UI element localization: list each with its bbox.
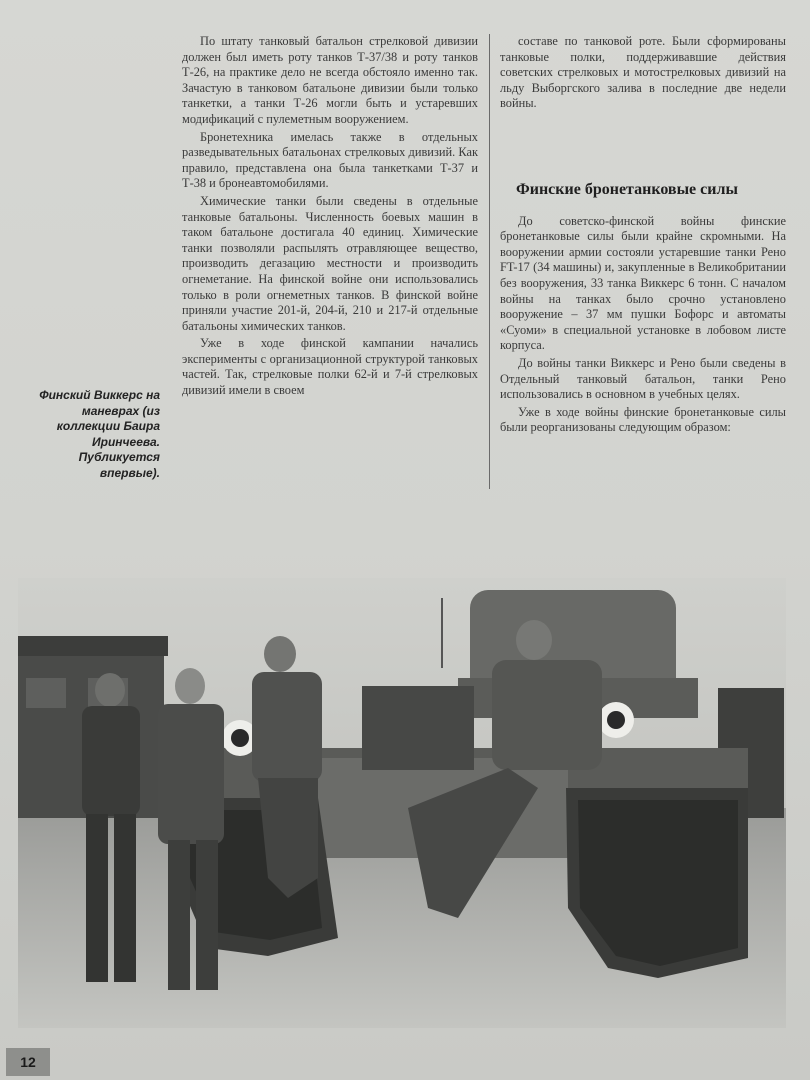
text-column-left bbox=[182, 34, 478, 401]
paragraph: Уже в ходе финской кампании начались эксперименты с организационной структурой танковых частей. Так, стрелковые полки 62-й и 7-й стрелковых дивизий имели в своем bbox=[182, 336, 478, 398]
text-column-right bbox=[500, 34, 786, 438]
column-divider bbox=[489, 34, 490, 489]
paragraph: Химические танки были сведены в отдельные танковые батальоны. Численность боевых машин в таком батальоне достигала 40 единиц. Химические танки позволяли распылять отравляющее вещество, производить дегазацию местности и производить огнеметание. На финской войне они использовались только в роли огнеметных танков. В финской войне приняли участие 201-й, 204-й, 210 и 217-й отдельные батальоны химических танков. bbox=[182, 193, 478, 333]
paragraph: До советско-финской войны финские бронетанковые силы были крайне скромными. На вооружении армии состояли устаревшие танки Рено FT-17 (34 машины) и, закупленные в Великобритании без вооружения, 33 танка Виккерс 6 тонн. С началом войны на танках было срочно установлено вооружение – 37 мм пушки Бофорс и автоматы «Суоми» в специальной установке в лобовом листе корпуса. bbox=[500, 213, 786, 353]
paragraph: По штату танковый батальон стрелковой дивизии должен был иметь роту танков Т-37/38 и роту танков Т-26, на практике дело не всегда обстояло именно так. Зачастую в танковом батальоне дивизии были только танкетки, а танки Т-26 могли быть и устаревших модификаций с пулеметным вооружением. bbox=[182, 34, 478, 126]
photo-caption: Финский Виккерс на маневрах (из коллекции Баира Иринчеева. Публикуется впервые). bbox=[39, 388, 160, 480]
page-number: 12 bbox=[6, 1048, 50, 1076]
paragraph: составе по танковой роте. Были сформированы танковые полки, поддерживавшие действия советских стрелковых и мотострелковых дивизий на льду Выборгского залива в последние две недели войны. bbox=[500, 34, 786, 111]
paragraph: Бронетехника имелась также в отдельных разведывательных батальонах стрелковых дивизий. Как правило, представлена она была танкетками Т-37 и Т-38 и бронеавтомобилями. bbox=[182, 129, 478, 191]
paragraph: До войны танки Виккерс и Рено были сведены в Отдельный танковый батальон, танки Рено использовались в основном в учебных целях. bbox=[500, 355, 786, 402]
section-heading: Финские бронетанковые силы bbox=[516, 180, 738, 198]
tank-photo bbox=[18, 578, 786, 1028]
paragraph: Уже в ходе войны финские бронетанковые силы были реорганизованы следующим образом: bbox=[500, 404, 786, 435]
